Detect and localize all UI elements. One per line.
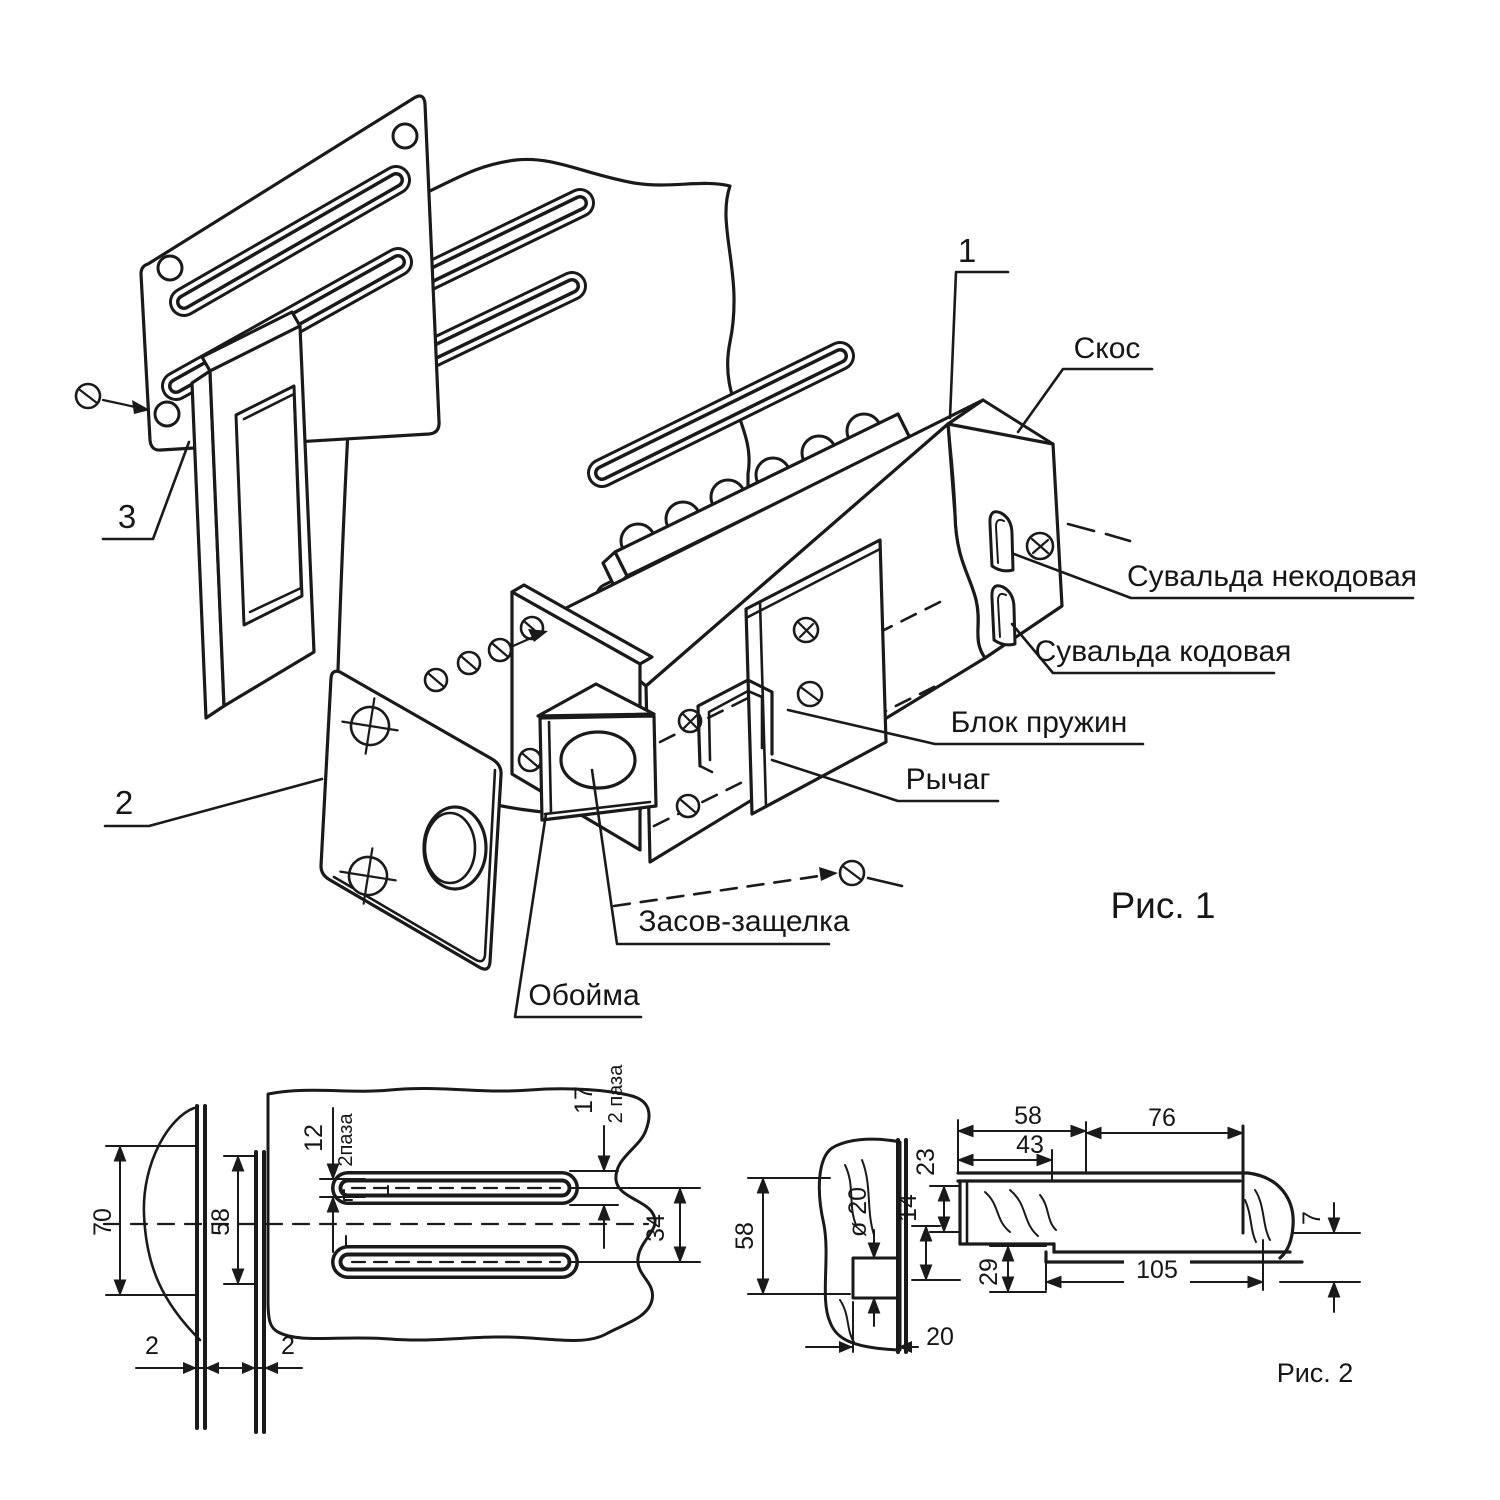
- part-number-3: 3: [117, 498, 137, 535]
- door-wood-end: [1248, 1173, 1293, 1258]
- lock-case-section: [958, 1126, 1302, 1262]
- door-edge-block: [192, 312, 314, 718]
- screw-icon: [519, 749, 541, 771]
- callout-oboyma: Обойма: [528, 979, 640, 1012]
- callout-suvalda-kodovaya: Сувальда кодовая: [1034, 635, 1292, 668]
- screw-icon: [794, 618, 818, 642]
- callout-skos: Скос: [1073, 332, 1141, 365]
- bolt-cutout: [236, 386, 302, 625]
- dim-58-jamb: 58: [731, 1222, 759, 1250]
- dim-2-right: 2: [281, 1332, 295, 1360]
- figure-2-dimensioned-views: [89, 1064, 1360, 1432]
- spindle-hole: [424, 807, 486, 889]
- dim-34: 34: [642, 1214, 670, 1242]
- dim-17-note: 2 паза: [605, 1064, 627, 1124]
- dim-dia20: ø 20: [844, 1186, 872, 1238]
- part-number-2: 2: [114, 784, 134, 821]
- dim-58-top: 58: [1014, 1102, 1042, 1130]
- figure-1-exploded-view: [76, 96, 1417, 1017]
- dim-7: 7: [1298, 1211, 1326, 1225]
- dim-23: 23: [912, 1148, 940, 1176]
- dim-105: 105: [1136, 1256, 1178, 1284]
- fig2-right-view: [731, 1102, 1360, 1388]
- suvalda-tab-noncode: [990, 512, 1013, 571]
- fig2-left-view: [89, 1064, 700, 1432]
- dim-17: 17: [570, 1086, 598, 1114]
- callout-rychag: Рычаг: [905, 763, 991, 796]
- dim-29: 29: [975, 1258, 1003, 1286]
- screw-icon: [798, 682, 822, 706]
- callout-zasov-zashchelka: Засов-защелка: [638, 905, 850, 938]
- dim-14: 14: [894, 1194, 922, 1222]
- screw-icon: [1027, 533, 1053, 559]
- dim-2-left: 2: [145, 1332, 159, 1360]
- dim-43: 43: [1016, 1131, 1044, 1159]
- callout-blok-pruzhin: Блок пружин: [950, 706, 1128, 739]
- part-number-1: 1: [957, 232, 977, 269]
- suvalda-tab-code: [992, 586, 1015, 645]
- jamb-wood: [819, 1139, 900, 1350]
- screw-icon: [76, 384, 150, 414]
- figure-1-caption: Рис. 1: [1110, 885, 1216, 926]
- dim-12-note: 2паза: [335, 1113, 357, 1167]
- figure-2-caption: Рис. 2: [1276, 1358, 1354, 1388]
- wood-grain: [985, 1190, 1056, 1236]
- callout-suvalda-nekodovaya: Сувальда некодовая: [1126, 560, 1418, 593]
- dim-12: 12: [300, 1124, 328, 1152]
- dim-70: 70: [89, 1208, 117, 1236]
- screw-icon: [677, 795, 699, 817]
- dim-20: 20: [926, 1323, 954, 1351]
- dim-58-side: 58: [207, 1208, 235, 1236]
- screw-icon: [614, 861, 902, 906]
- dim-76: 76: [1148, 1104, 1176, 1132]
